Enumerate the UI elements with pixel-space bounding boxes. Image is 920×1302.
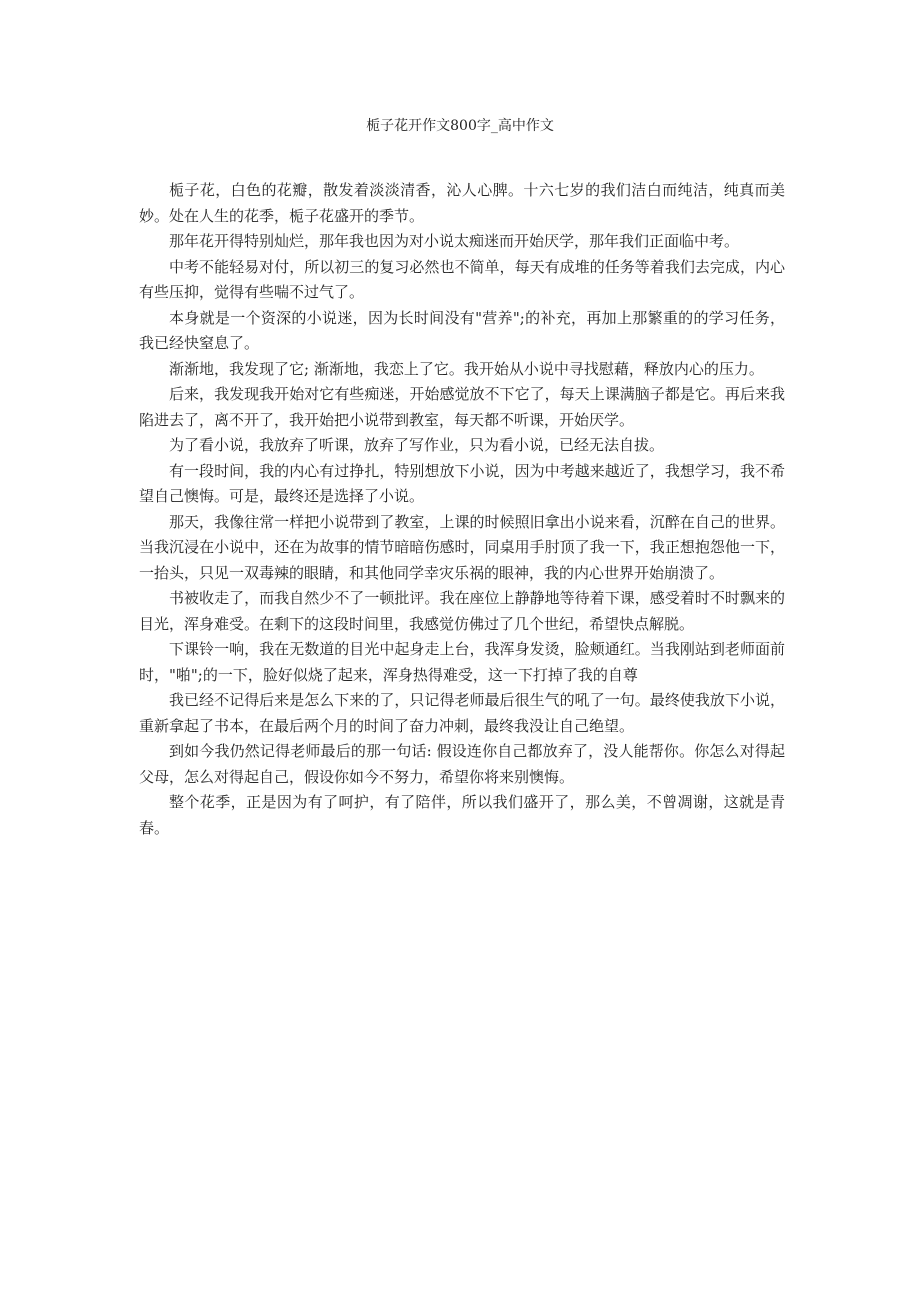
paragraph: 中考不能轻易对付，所以初三的复习必然也不简单，每天有成堆的任务等着我们去完成，内心有些压抑，觉得有些喘不过气了。 <box>139 257 785 301</box>
document-title: 栀子花开作文800字_高中作文 <box>366 118 554 134</box>
paragraph: 我已经不记得后来是怎么下来的了，只记得老师最后很生气的吼了一句。最终使我放下小说，重新拿起了书本，在最后两个月的时间了奋力冲刺，最终我没让自己绝望。 <box>139 691 785 735</box>
paragraph: 有一段时间，我的内心有过挣扎，特别想放下小说，因为中考越来越近了，我想学习，我不希望自己懊悔。可是，最终还是选择了小说。 <box>139 461 785 505</box>
paragraph: 那年花开得特别灿烂，那年我也因为对小说太痴迷而开始厌学，那年我们正面临中考。 <box>169 232 740 250</box>
paragraph: 后来，我发现我开始对它有些痴迷，开始感觉放不下它了，每天上课满脑子都是它。再后来我陷进去了，离不开了，我开始把小说带到教室，每天都不听课，开始厌学。 <box>139 385 785 429</box>
paragraph: 本身就是一个资深的小说迷，因为长时间没有"营养";的补充，再加上那繁重的的学习任务，我已经快窒息了。 <box>139 308 785 352</box>
paragraph: 书被收走了，而我自然少不了一顿批评。我在座位上静静地等待着下课，感受着时不时飘来的目光，浑身难受。在剩下的这段时间里，我感觉仿佛过了几个世纪，希望快点解脱。 <box>139 589 785 633</box>
document-body <box>139 178 785 841</box>
paragraph: 渐渐地，我发现了它; 渐渐地，我恋上了它。我开始从小说中寻找慰藉，释放内心的压力。 <box>169 359 764 378</box>
paragraph: 整个花季，正是因为有了呵护，有了陪伴，所以我们盛开了，那么美，不曾凋谢，这就是青春。 <box>139 793 785 837</box>
paragraph: 到如今我仍然记得老师最后的那一句话: 假设连你自己都放弃了，没人能帮你。你怎么对得起父母，怎么对得起自己，假设你如今不努力，希望你将来别懊悔。 <box>139 742 785 786</box>
paragraph: 那天，我像往常一样把小说带到了教室，上课的时候照旧拿出小说来看，沉醉在自己的世界。当我沉浸在小说中，还在为故事的情节暗暗伤感时，同桌用手肘顶了我一下，我正想抱怨他一下，一抬头，只见一双毒辣的眼睛，和其他同学幸灾乐祸的眼神，我的内心世界开始崩溃了。 <box>139 512 785 582</box>
paragraph: 下课铃一响，我在无数道的目光中起身走上台，我浑身发烫，脸颊通红。当我刚站到老师面前时，"啪";的一下，脸好似烧了起来，浑身热得难受，这一下打掉了我的自尊 <box>139 640 785 684</box>
paragraph: 栀子花，白色的花瓣，散发着淡淡清香，沁人心脾。十六七岁的我们洁白而纯洁，纯真而美妙。处在人生的花季，栀子花盛开的季节。 <box>139 181 785 225</box>
paragraph: 为了看小说，我放弃了听课，放弃了写作业，只为看小说，已经无法自拔。 <box>169 436 665 454</box>
